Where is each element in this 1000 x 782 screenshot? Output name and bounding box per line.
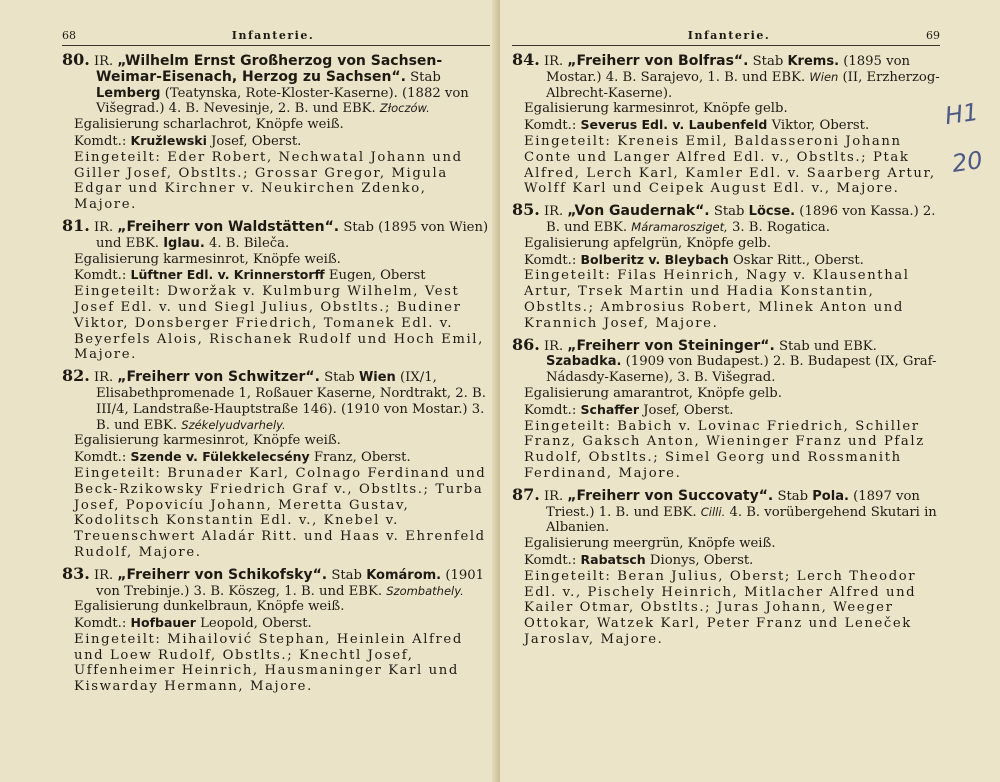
commander-name: Schaffer <box>580 401 640 417</box>
stab-details-extra: (II, Erzherzog-Albrecht-Kaserne). <box>546 69 940 101</box>
commander-label: Komdt.: <box>74 133 127 149</box>
commander-rank: Dionys, Oberst. <box>649 552 754 568</box>
commander-line <box>62 615 490 632</box>
stab-details: (Teatynska, Rote-Kloster-Kaserne). (1882 von Višegrad.) 4. B. Nevesinje, 2. B. und EBK. <box>96 85 469 117</box>
commander-name: Szende v. Fülekkelecsény <box>130 449 310 465</box>
stab-details: (IX/1, Elisabethpromenade 1, Roßauer Kaserne, Nordtrakt, 2. B. III/4, Landstraße-Hauptstraße 146). (1910 von Mostar.) 3. B. und EBK. <box>96 370 486 433</box>
regiment-name: „Freiherr von Succovaty“. <box>567 487 774 504</box>
commander-name: Rabatsch <box>580 551 646 567</box>
commander-line <box>62 133 490 150</box>
entry-heading <box>512 484 940 536</box>
regiment-entry <box>62 563 490 695</box>
commander-line <box>62 267 490 284</box>
commander-line <box>512 117 940 134</box>
entry-heading <box>62 215 490 252</box>
entry-heading <box>512 202 940 236</box>
egalisierung-line: Egalisierung karmesinrot, Knöpfe weiß. <box>74 251 341 267</box>
stab-city: Löcse. <box>748 204 796 220</box>
regiment-prefix: IR. <box>544 54 568 69</box>
stab-text: Stab (1895 von Wien) und EBK. <box>96 219 489 251</box>
garrison-location: Székelyudvarhely. <box>181 417 286 432</box>
regiment-entry <box>62 52 490 213</box>
stab-details: 4. B. Bileča. <box>208 235 290 251</box>
regiment-name: „Wilhelm Ernst Großherzog von Sachsen-Weimar-Eisenach, Herzog zu Sachsen“. <box>96 53 443 85</box>
stab-city: Wien <box>358 370 396 386</box>
commander-rank: Leopold, Oberst. <box>200 616 312 632</box>
regiment-number: 81. <box>62 215 90 235</box>
stab-city: Krems. <box>787 54 840 69</box>
regiment-entry <box>62 215 490 363</box>
commander-label: Komdt.: <box>524 118 577 134</box>
regiment-name: „Freiherr von Steininger“. <box>567 337 775 354</box>
entry-heading <box>62 368 490 433</box>
entry-list <box>62 52 490 695</box>
garrison-location: Wien <box>809 69 839 84</box>
regiment-prefix: IR. <box>94 219 118 235</box>
regiment-number: 82. <box>62 366 90 386</box>
commander-label: Komdt.: <box>524 552 577 568</box>
entry-heading <box>62 563 490 600</box>
officers-list: Eingeteilt: Kreneis Emil, Baldasseroni Johann Conte und Langer Alfred Edl. v., Obstlts.; Ptak Alfred, Lerch Karl, Kamler Edl. v. Saarberg Artur, Wolff Karl und Ceipek August Edl. v., Majore. <box>524 133 936 197</box>
stab-city: Komárom. <box>366 567 442 583</box>
officers-list: Eingeteilt: Babich v. Lovinac Friedrich, Schiller Franz, Gaksch Anton, Wieninger Franz und Pfalz Rudolf, Obstlts.; Simel Georg und Rossmanith Ferdinand, Majore. <box>524 418 925 481</box>
stab-details: (1897 von Triest.) 1. B. und EBK. <box>546 488 920 520</box>
regiment-prefix: IR. <box>94 54 118 69</box>
regiment-number: 83. <box>62 563 90 583</box>
running-title: Infanterie. <box>687 29 771 42</box>
running-title: Infanterie. <box>231 29 315 42</box>
regiment-name: „Freiherr von Schwitzer“. <box>117 369 320 386</box>
commander-rank: Josef, Oberst. <box>643 402 734 418</box>
garrison-location: Szombathely. <box>386 583 464 598</box>
egalisierung-line: Egalisierung scharlachrot, Knöpfe weiß. <box>74 117 344 133</box>
regiment-number: 84. <box>512 50 540 69</box>
commander-label: Komdt.: <box>524 252 577 268</box>
commander-line <box>512 402 940 419</box>
stab-details: (1895 von Mostar.) 4. B. Sarajevo, 1. B. und EBK. <box>546 54 910 85</box>
commander-rank: Viktor, Oberst. <box>771 118 870 134</box>
regiment-entry <box>512 334 940 482</box>
garrison-location: Máramarosziget, <box>631 219 728 234</box>
handwritten-annotation: 20 <box>950 146 985 178</box>
regiment-number: 86. <box>512 334 540 354</box>
garrison-location: Cilli. <box>700 504 726 519</box>
page-number: 68 <box>62 29 76 42</box>
commander-rank: Josef, Oberst. <box>211 133 302 149</box>
stab-details-extra: 4. B. vorübergehend Skutari in Albanien. <box>546 504 937 536</box>
right-page-header <box>512 20 940 46</box>
commander-line <box>512 252 940 269</box>
commander-label: Komdt.: <box>524 402 577 418</box>
officers-list: Eingeteilt: Dworžak v. Kulmburg Wilhelm, Vest Josef Edl. v. und Siegl Julius, Obstlts.; Budiner Viktor, Donsberger Friedrich, Tomanek Edl. v. Beyerfels Alois, Rischanek Rudolf und Hoch Emil, Majore. <box>74 284 484 363</box>
regiment-number: 87. <box>512 484 540 504</box>
commander-name: Bolberitz v. Bleybach <box>580 251 729 267</box>
stab-text: Stab <box>410 69 441 85</box>
handwritten-annotation: H1 <box>943 97 981 131</box>
stab-text: Stab <box>331 567 362 583</box>
stab-text: Stab <box>324 370 355 386</box>
commander-name: Lüftner Edl. v. Krinnerstorff <box>130 267 325 283</box>
stab-text: Stab <box>777 488 809 504</box>
regiment-entry <box>512 484 940 648</box>
regiment-name: „Von Gaudernak“. <box>567 203 710 220</box>
regiment-entry <box>512 202 940 331</box>
commander-line <box>512 552 940 569</box>
right-page <box>500 0 1000 782</box>
commander-rank: Franz, Oberst. <box>313 450 411 466</box>
stab-city: Pola. <box>812 488 849 504</box>
entry-heading <box>62 52 490 117</box>
officers-list: Eingeteilt: Eder Robert, Nechwatal Johann und Giller Josef, Obstlts.; Grossar Gregor, Migula Edgar und Kirchner v. Neukirchen Zdenko, Majore. <box>74 149 463 213</box>
regiment-prefix: IR. <box>544 338 568 354</box>
egalisierung-line: Egalisierung karmesinrot, Knöpfe weiß. <box>74 433 341 449</box>
garrison-location: Złoczów. <box>379 101 430 116</box>
regiment-name: „Freiherr von Bolfras“. <box>567 53 749 69</box>
stab-details: (1909 von Budapest.) 2. B. Budapest (IX, Graf-Nádasdy-Kaserne), 3. B. Višegrad. <box>546 354 937 386</box>
commander-label: Komdt.: <box>74 450 127 466</box>
stab-city: Szabadka. <box>546 354 622 370</box>
regiment-name: „Freiherr von Schikofsky“. <box>117 566 328 583</box>
egalisierung-line: Egalisierung apfelgrün, Knöpfe gelb. <box>524 235 772 251</box>
regiment-number: 80. <box>62 50 90 69</box>
stab-details: (1896 von Kassa.) 2. B. und EBK. <box>546 204 936 235</box>
regiment-prefix: IR. <box>544 204 568 220</box>
stab-details-extra: 3. B. Rogatica. <box>732 219 830 235</box>
stab-text: Stab und EBK. <box>779 338 877 354</box>
stab-city: Iglau. <box>163 235 205 251</box>
stab-details: (1901 von Trebinje.) 3. B. Köszeg, 1. B. und EBK. <box>96 567 485 599</box>
entry-list <box>512 52 940 648</box>
egalisierung-line: Egalisierung dunkelbraun, Knöpfe weiß. <box>74 599 345 615</box>
commander-rank: Eugen, Oberst <box>328 268 426 284</box>
officers-list: Eingeteilt: Mihailović Stephan, Heinlein Alfred und Loew Rudolf, Obstlts.; Knechtl Josef, Uffenheimer Heinrich, Hausmaninger Karl und Kiswarday Hermann, Majore. <box>74 631 463 695</box>
egalisierung-line: Egalisierung karmesinrot, Knöpfe gelb. <box>524 101 788 117</box>
officers-list: Eingeteilt: Brunader Karl, Colnago Ferdinand und Beck-Rzikowsky Friedrich Graf v., Obstlts.; Turba Josef, Popovicíu Johann, Meretta Gustav, Kodolitsch Konstantin Edl. v., Knebel v. Treuenschwert Aladár Ritt. und Haas v. Ehrenfeld Rudolf, Majore. <box>74 465 487 560</box>
regiment-number: 85. <box>512 200 540 220</box>
entry-heading <box>512 334 940 386</box>
commander-rank: Oskar Ritt., Oberst. <box>732 252 864 268</box>
stab-text: Stab <box>713 204 745 220</box>
stab-text: Stab <box>752 54 784 69</box>
regiment-entry <box>512 52 940 197</box>
commander-name: Kružlewski <box>130 132 207 148</box>
regiment-prefix: IR. <box>94 567 118 583</box>
regiment-prefix: IR. <box>544 488 568 504</box>
commander-label: Komdt.: <box>74 268 127 284</box>
commander-name: Severus Edl. v. Laubenfeld <box>580 117 768 133</box>
egalisierung-line: Egalisierung meergrün, Knöpfe weiß. <box>524 536 776 552</box>
regiment-name: „Freiherr von Waldstätten“. <box>117 218 340 235</box>
commander-name: Hofbauer <box>130 615 196 631</box>
egalisierung-line: Egalisierung amarantrot, Knöpfe gelb. <box>524 385 782 401</box>
regiment-prefix: IR. <box>94 370 118 386</box>
stab-city: Lemberg <box>96 85 161 101</box>
page-number: 69 <box>925 29 940 42</box>
commander-line <box>62 449 490 466</box>
officers-list: Eingeteilt: Filas Heinrich, Nagy v. Klausenthal Artur, Trsek Martin und Hadia Konstantin, Obstlts.; Ambrosius Robert, Mlinek Anton und Krannich Josef, Majore. <box>524 268 910 331</box>
officers-list: Eingeteilt: Beran Julius, Oberst; Lerch Theodor Edl. v., Pischely Heinrich, Mitlacher Alfred und Kailer Otmar, Obstlts.; Juras Johann, Weeger Ottokar, Watzek Karl, Peter Franz und Leneček Jaroslav, Majore. <box>524 568 917 647</box>
entry-heading <box>512 52 940 101</box>
left-page-header <box>62 20 490 46</box>
regiment-entry <box>62 368 490 561</box>
commander-label: Komdt.: <box>74 616 127 632</box>
